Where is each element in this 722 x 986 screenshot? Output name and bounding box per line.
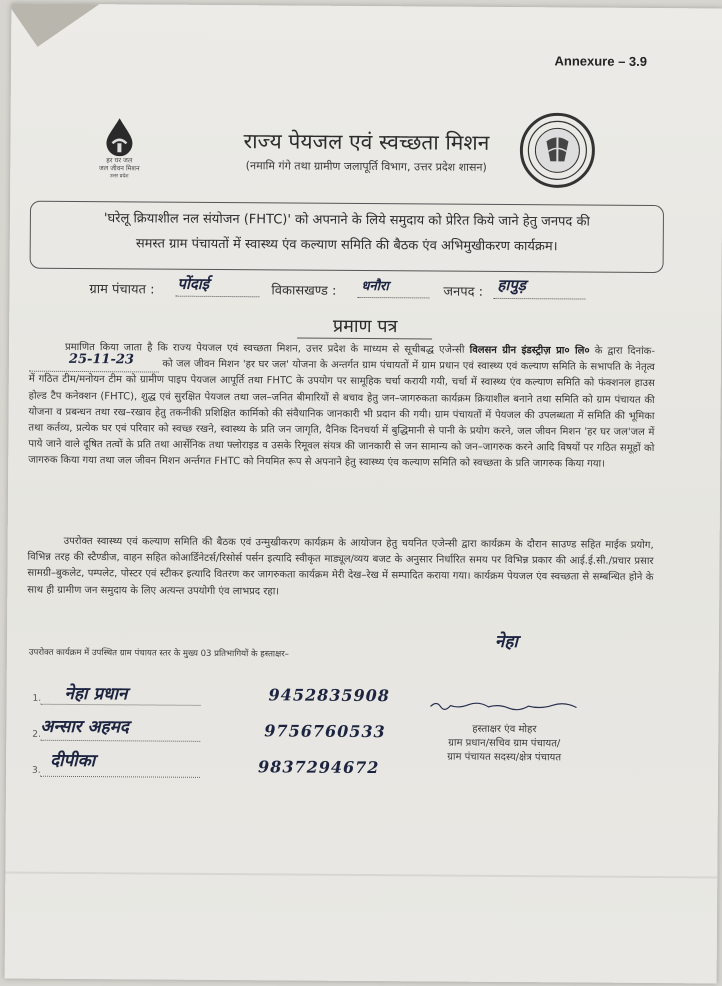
certificate-paragraph-1 (28, 340, 655, 474)
agency-name: विलसन ग्रीन इंडस्ट्रीज़ प्रा० लि० (469, 344, 590, 357)
participants-intro: उपरोक्त कार्यक्रम में उपस्थित ग्राम पंचायत स्तर के मुख्य 03 प्रतिभागियों के हस्ताक्षर– (28, 647, 289, 660)
signature-scribble (428, 696, 578, 713)
programme-line-1: 'घरेलू क्रियाशील नल संयोजन (FHTC)' को अपनाने के लिये समुदाय को प्रेरित किये जाने हेतु जनपद की (103, 211, 590, 230)
vikaskhand-field (357, 279, 429, 299)
participant-name: दीपीका (50, 750, 96, 772)
mission-title: राज्य पेयजल एवं स्वच्छता मिशन (243, 129, 490, 155)
janpad-label: जनपद : (443, 284, 484, 300)
participant-phone: 9837294672 (258, 757, 380, 778)
folded-corner (5, 4, 112, 47)
paragraph-1-rest: को जल जीवन मिशन 'हर घर जल' योजना के अन्तर्गत ग्राम पंचायतों में ग्राम प्रधान एवं स्वास्थ्य एवं कल्याण समिति के सभापति के नेतृत्व में गठित टीम/मनोयन टीम को ग्रामीण पाइप पेयजल आपूर्ति तथा FHTC के उपयोग पर सामूहिक चर्चा करायी गयी, चर्चा में स्वास्थ्य एंव कल्याण समिति को फंक्शनल हाउस होल्ड टैप कनेक्शन (FHTC), शुद्ध एवं सुरक्षित पेयजल तथा जल–जनित बीमारियों से बचाव हेतु जन–जागरुकता कार्यक्रम क्रियाशील बनाने तथा समिति को ग्राम पंचायत की योजना व प्रबन्धन तथा रख–रखाव हेतु तकनीकी प्रशिक्षित कार्मिको की संवैधानिक जानकारी भी प्रदान की गयी। ग्राम पंचायतों में पेयजल की उपलब्धता में समिति की भूमिका तथा कर्तव्य, प्रत्येक घर एवं परिवार को स्वच्छ रखने, स्वास्थ्य के प्रति जन जागृति, दैनिक दिनचर्या में बुद्धिमानी से पानी के प्रयोग करने, जल जीवन मिशन 'हर घर जल'जल में पाये जाने वाले दूषित तत्वों के प्रति तथा आर्सेनिक तथा फ्लोराइड व उसके रिमूवल संयत्र की जानकारी से जन सामान्य को जन–जागरुक करने आदि विषयों पर गठित समूहों को जागरुक किया गया तथा जल जीवन मिशन अर्न्तगत FHTC को नियमित रूप से अपनाने हेतु स्वास्थ्य एंव कल्याण समिति को स्वच्छता के प्रति जागरुक किया गया। (28, 358, 655, 471)
attest-line-1: हस्ताक्षर एंव मोहर (472, 723, 537, 736)
date-field (29, 352, 159, 373)
programme-line-2: समस्त ग्राम पंचायतों में स्वास्थ्य एंव कल्याण समिति की बैठक एंव अभिमुखीकरण कार्यक्रम। (135, 236, 558, 255)
logo-caption-2: जल जीवन मिशन (98, 164, 140, 173)
participant-phone: 9452835908 (268, 685, 390, 706)
certificate-title-underline (297, 338, 432, 340)
gram-panchayat-value: पोंदाई (177, 274, 210, 293)
handwritten-signature: नेहा (494, 631, 518, 653)
logo-caption-3: उत्तर प्रदेश (109, 173, 129, 180)
attest-line-3: ग्राम पंचायत सदस्य/क्षेत्र पंचायत (447, 751, 562, 764)
participant-number: 1. (32, 693, 42, 704)
janpad-field (493, 275, 585, 300)
gram-panchayat-field (175, 274, 259, 298)
participant-number: 2. (32, 729, 41, 740)
programme-box (30, 201, 664, 273)
participant-name: नेहा प्रधान (64, 683, 128, 705)
gram-panchayat-label: ग्राम पंचायत : (89, 282, 155, 298)
janpad-value: हापुड़ (497, 275, 526, 295)
annexure-label: Annexure – 3.9 (554, 53, 648, 69)
date-value: 25-11-23 (68, 352, 135, 368)
paragraph-1-start: प्रमाणित किया जाता है कि राज्य पेयजल एवं स्वच्छता मिशन, उत्तर प्रदेश के माध्यम से सूचीबद्ध एजेन्सी (64, 341, 465, 356)
participant-phone: 9756760533 (264, 721, 386, 742)
date-prefix: के द्वारा दिनांक- (594, 345, 656, 358)
attest-line-2: ग्राम प्रधान/सचिव ग्राम पंचायत/ (448, 737, 561, 750)
paper-fold-crease (5, 872, 717, 879)
mission-subtitle: (नमामि गंगे तथा ग्रामीण जलापूर्ति विभाग, उत्तर प्रदेश शासन) (245, 159, 487, 174)
logo-caption-1: हर घर जल (106, 156, 133, 165)
certificate-paragraph-2: उपरोक्त स्वास्थ्य एवं कल्याण समिति की बैठक एवं उन्मुखीकरण कार्यक्रम के आयोजन हेतु चयनित एजेन्सी द्वारा कार्यक्रम के दौरान साउण्ड सहित माईक प्रयोग, विभिन्न तरह की स्टैण्डीज, वाहन सहित कोआर्डिनेटर्स/रिसोर्स पर्सन इत्यादि स्वीकृत माड्यूल/व्यय बजट के अनुसार निर्धारित समय पर विभिन्न प्रकार की आई.ई.सी./प्रचार प्रसार सामग्री–बुकलेट, पम्पलेट, पोस्टर एवं स्टीकर इत्यादि वितरण कर जागरुकता कार्यक्रम मेरी देख–रेख में सम्पादित कराया गया। कार्यक्रम पेयजल एंव स्वच्छता से सम्बन्धित होने के साथ ही ग्रामीण जन समुदाय के लिए अत्यन्त उपयोगी एंव लाभप्रद रहा। (27, 535, 654, 598)
certificate-title: प्रमाण पत्र (332, 315, 398, 338)
document-page (5, 4, 722, 984)
participant-number: 3. (32, 765, 41, 776)
participant-name: अन्सार अहमद (40, 716, 129, 738)
vikaskhand-label: विकासखण्ड : (271, 283, 337, 299)
vikaskhand-value: धनौरा (361, 278, 389, 295)
participant-name-line (40, 740, 200, 742)
attestation-block (384, 722, 624, 766)
location-fields (9, 274, 721, 304)
participant-name-line (40, 776, 200, 778)
